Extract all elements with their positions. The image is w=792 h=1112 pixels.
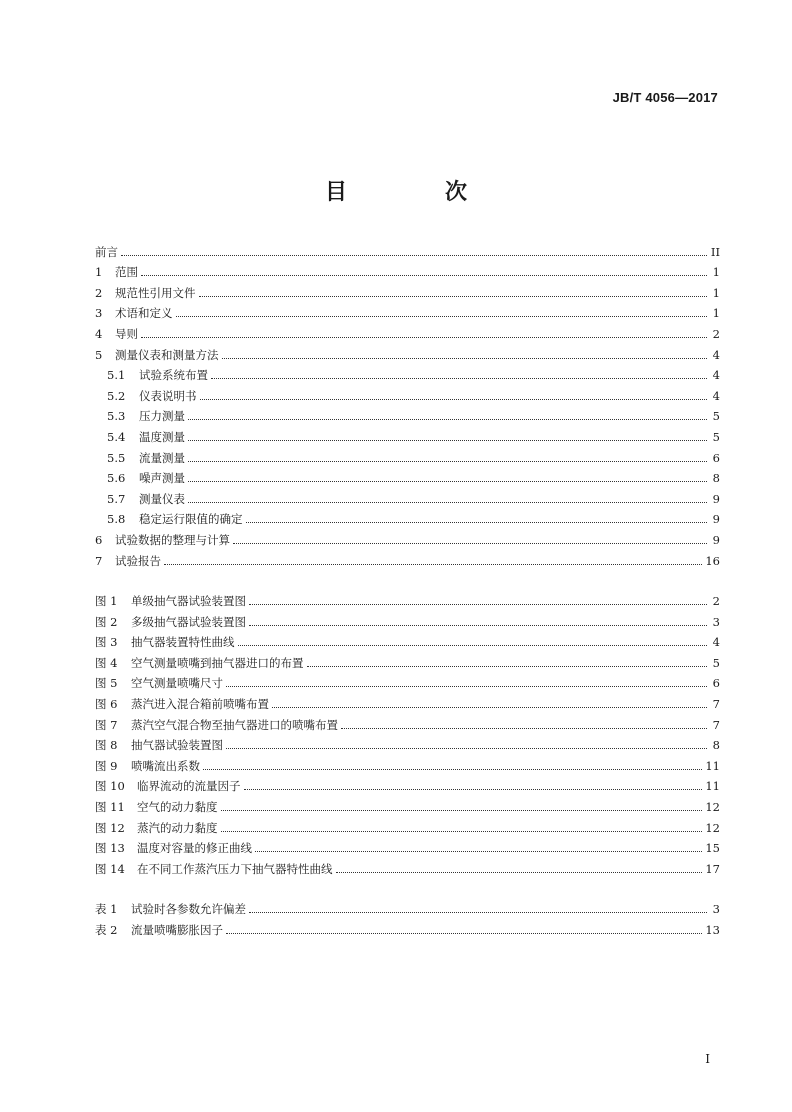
standard-code: JB/T 4056—2017 xyxy=(612,90,718,105)
entry-number: 图 10 xyxy=(95,779,125,794)
entry-label: 喷嘴流出系数 xyxy=(131,758,200,773)
entry-page: 1 xyxy=(712,265,720,280)
entry-number: 图 7 xyxy=(95,717,118,732)
entry-page: 12 xyxy=(705,820,720,835)
entry-page: 3 xyxy=(712,614,720,629)
dot-leader xyxy=(199,296,708,297)
dot-leader xyxy=(246,522,708,523)
entry-label: 蒸汽进入混合箱前喷嘴布置 xyxy=(131,697,269,712)
entry-number: 前言 xyxy=(95,244,118,259)
figure-entry[interactable] xyxy=(95,752,720,773)
entry-label: 试验数据的整理与计算 xyxy=(115,532,230,547)
entry-label: 抽气器试验装置图 xyxy=(131,738,223,753)
entry-label: 流量测量 xyxy=(139,450,185,465)
dot-leader xyxy=(238,645,708,646)
entry-number: 6 xyxy=(95,532,103,547)
figure-entry[interactable] xyxy=(95,588,720,609)
dot-leader xyxy=(249,625,707,626)
figure-entry[interactable] xyxy=(95,670,720,691)
entry-number: 图 2 xyxy=(95,614,118,629)
entry-label: 空气的动力黏度 xyxy=(137,800,218,815)
entry-label: 导则 xyxy=(115,326,138,341)
dot-leader xyxy=(141,275,707,276)
entry-page: 1 xyxy=(712,306,720,321)
table-entry[interactable] xyxy=(95,916,720,937)
figure-entry[interactable] xyxy=(95,608,720,629)
entry-label: 温度测量 xyxy=(139,429,185,444)
entry-page: 5 xyxy=(712,409,720,424)
entry-number: 5.1 xyxy=(107,368,126,383)
entry-number: 图 3 xyxy=(95,635,118,650)
dot-leader xyxy=(307,666,708,667)
table-of-contents xyxy=(95,238,720,937)
dot-leader xyxy=(244,789,703,790)
figure-entry[interactable] xyxy=(95,793,720,814)
entry-number: 图 1 xyxy=(95,594,118,609)
dot-leader xyxy=(249,604,707,605)
entry-label: 蒸汽空气混合物至抽气器进口的喷嘴布置 xyxy=(131,717,338,732)
entry-page: 4 xyxy=(712,635,720,650)
entry-number: 表 1 xyxy=(95,902,118,917)
dot-leader xyxy=(203,769,702,770)
entry-label: 温度对容量的修正曲线 xyxy=(137,841,252,856)
entry-label: 空气测量喷嘴尺寸 xyxy=(131,676,223,691)
dot-leader xyxy=(188,481,707,482)
entry-label: 仪表说明书 xyxy=(139,388,197,403)
entry-number: 图 6 xyxy=(95,697,118,712)
entry-label: 流量喷嘴膨胀因子 xyxy=(131,923,223,937)
entry-label: 蒸汽的动力黏度 xyxy=(137,820,218,835)
entry-number: 7 xyxy=(95,553,103,568)
toc-entry[interactable] xyxy=(95,279,720,300)
entry-label: 试验时各参数允许偏差 xyxy=(131,902,246,917)
entry-number: 5.5 xyxy=(107,450,126,465)
toc-entry[interactable] xyxy=(95,423,720,444)
entry-page: 9 xyxy=(712,512,720,527)
figure-entry[interactable] xyxy=(95,835,720,856)
entry-page: 15 xyxy=(705,841,720,856)
toc-entry[interactable] xyxy=(95,403,720,424)
dot-leader xyxy=(222,358,708,359)
dot-leader xyxy=(255,851,702,852)
toc-entry[interactable] xyxy=(95,547,720,568)
entry-page: 11 xyxy=(705,758,720,773)
toc-entry[interactable] xyxy=(95,485,720,506)
entry-page: 1 xyxy=(712,285,720,300)
figure-entry[interactable] xyxy=(95,814,720,835)
toc-entry[interactable] xyxy=(95,444,720,465)
toc-entry[interactable] xyxy=(95,382,720,403)
figure-entry[interactable] xyxy=(95,649,720,670)
entry-label: 空气测量喷嘴到抽气器进口的布置 xyxy=(131,655,304,670)
dot-leader xyxy=(188,502,707,503)
entry-label: 术语和定义 xyxy=(115,306,173,321)
entry-page: 16 xyxy=(705,553,720,568)
dot-leader xyxy=(341,728,707,729)
entry-number: 表 2 xyxy=(95,923,118,937)
dot-leader xyxy=(336,872,703,873)
entry-page: II xyxy=(710,244,720,259)
entry-number: 2 xyxy=(95,285,103,300)
entry-page: 2 xyxy=(712,326,720,341)
entry-page: 11 xyxy=(705,779,720,794)
entry-page: 9 xyxy=(712,532,720,547)
entry-label: 范围 xyxy=(115,265,138,280)
dot-leader xyxy=(226,686,707,687)
entry-label: 单级抽气器试验装置图 xyxy=(131,594,246,609)
entry-number: 图 9 xyxy=(95,758,118,773)
entry-number: 5.2 xyxy=(107,388,126,403)
toc-entry[interactable] xyxy=(95,341,720,362)
entry-number: 图 4 xyxy=(95,655,118,670)
entry-number: 3 xyxy=(95,306,103,321)
entry-number: 图 12 xyxy=(95,820,125,835)
dot-leader xyxy=(221,810,703,811)
entry-page: 8 xyxy=(712,738,720,753)
toc-entry[interactable] xyxy=(95,300,720,321)
toc-tables xyxy=(95,896,720,937)
entry-page: 9 xyxy=(712,491,720,506)
dot-leader xyxy=(164,564,702,565)
dot-leader xyxy=(226,748,707,749)
entry-number: 5.7 xyxy=(107,491,126,506)
toc-entry[interactable] xyxy=(95,506,720,527)
toc-sections xyxy=(95,238,720,568)
entry-label: 测量仪表 xyxy=(139,491,185,506)
toc-entry[interactable] xyxy=(95,320,720,341)
figure-entry[interactable] xyxy=(95,629,720,650)
dot-leader xyxy=(211,378,707,379)
entry-label: 试验报告 xyxy=(115,553,161,568)
entry-number: 5.3 xyxy=(107,409,126,424)
entry-number: 5.4 xyxy=(107,429,126,444)
entry-page: 8 xyxy=(712,471,720,486)
entry-label: 试验系统布置 xyxy=(139,368,208,383)
dot-leader xyxy=(188,440,707,441)
toc-entry[interactable] xyxy=(95,362,720,383)
figure-entry[interactable] xyxy=(95,711,720,732)
page-number: I xyxy=(705,1052,710,1066)
figure-entry[interactable] xyxy=(95,855,720,876)
dot-leader xyxy=(221,831,703,832)
entry-page: 4 xyxy=(712,388,720,403)
dot-leader xyxy=(233,543,707,544)
entry-page: 3 xyxy=(712,902,720,917)
page-title: 目 次 xyxy=(324,179,505,205)
table-entry[interactable] xyxy=(95,896,720,917)
entry-number: 图 8 xyxy=(95,738,118,753)
toc-entry[interactable] xyxy=(95,526,720,547)
entry-number: 5.8 xyxy=(107,512,126,527)
entry-page: 13 xyxy=(705,923,720,937)
entry-page: 6 xyxy=(712,676,720,691)
entry-label: 压力测量 xyxy=(139,409,185,424)
entry-number: 图 5 xyxy=(95,676,118,691)
toc-entry[interactable] xyxy=(95,259,720,280)
entry-number: 图 11 xyxy=(95,800,125,815)
entry-label: 抽气器装置特性曲线 xyxy=(131,635,235,650)
entry-page: 4 xyxy=(712,368,720,383)
entry-number: 4 xyxy=(95,326,103,341)
figure-entry[interactable] xyxy=(95,732,720,753)
dot-leader xyxy=(188,419,707,420)
figure-entry[interactable] xyxy=(95,690,720,711)
dot-leader xyxy=(226,933,702,934)
dot-leader xyxy=(141,337,707,338)
entry-page: 12 xyxy=(705,800,720,815)
entry-label: 规范性引用文件 xyxy=(115,285,196,300)
entry-page: 5 xyxy=(712,429,720,444)
toc-entry[interactable] xyxy=(95,465,720,486)
figure-entry[interactable] xyxy=(95,773,720,794)
dot-leader xyxy=(272,707,707,708)
entry-label: 噪声测量 xyxy=(139,471,185,486)
entry-page: 7 xyxy=(712,717,720,732)
entry-label: 稳定运行限值的确定 xyxy=(139,512,243,527)
entry-page: 4 xyxy=(712,347,720,362)
entry-number: 图 13 xyxy=(95,841,125,856)
dot-leader xyxy=(176,316,708,317)
entry-page: 7 xyxy=(712,697,720,712)
entry-number: 1 xyxy=(95,265,103,280)
entry-label: 测量仪表和测量方法 xyxy=(115,347,219,362)
entry-number: 5.6 xyxy=(107,471,126,486)
dot-leader xyxy=(200,399,708,400)
entry-page: 17 xyxy=(705,861,720,876)
dot-leader xyxy=(121,255,707,256)
entry-label: 临界流动的流量因子 xyxy=(137,779,241,794)
entry-page: 5 xyxy=(712,655,720,670)
entry-number: 5 xyxy=(95,347,103,362)
dot-leader xyxy=(188,461,707,462)
entry-number: 图 14 xyxy=(95,861,125,876)
entry-page: 6 xyxy=(712,450,720,465)
entry-label: 在不同工作蒸汽压力下抽气器特性曲线 xyxy=(137,861,333,876)
dot-leader xyxy=(249,912,707,913)
entry-label: 多级抽气器试验装置图 xyxy=(131,614,246,629)
entry-page: 2 xyxy=(712,594,720,609)
toc-figures xyxy=(95,588,720,876)
toc-entry[interactable] xyxy=(95,238,720,259)
